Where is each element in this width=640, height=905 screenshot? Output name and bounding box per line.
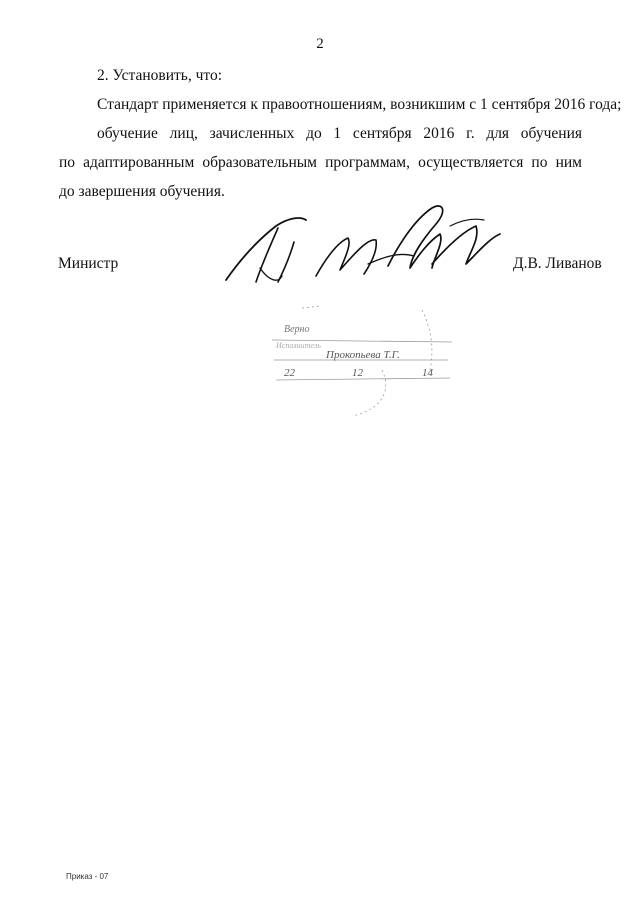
paragraph-effective-date: Стандарт применяется к правоотношениям, возникшим с 1 сентября 2016 года; [97,96,622,113]
footer-code: Приказ - 07 [66,872,109,881]
paragraph-training-line-2: по адаптированным образовательным программам, осуществляется по ним [59,154,582,171]
stamp-line-executor: Исполнитель [276,341,321,350]
stamp-date-month: 12 [352,367,363,379]
stamp-line-name: Прокопьева Т.Г. [326,349,400,361]
page-number: 2 [316,36,324,52]
minister-name: Д.В. Ливанов [513,255,602,272]
stamp-line-verno: Верно [284,324,310,335]
handwritten-signature [218,198,508,293]
paragraph-training-line-3: до завершения обучения. [59,183,225,200]
item-heading: 2. Установить, что: [97,67,223,84]
minister-title: Министр [58,255,119,272]
certification-stamp [262,300,462,420]
stamp-date-year: 14 [422,367,433,379]
stamp-date-day: 22 [284,367,295,379]
paragraph-training-line-1: обучение лиц, зачисленных до 1 сентября 2016 г. для обучения [97,125,582,142]
